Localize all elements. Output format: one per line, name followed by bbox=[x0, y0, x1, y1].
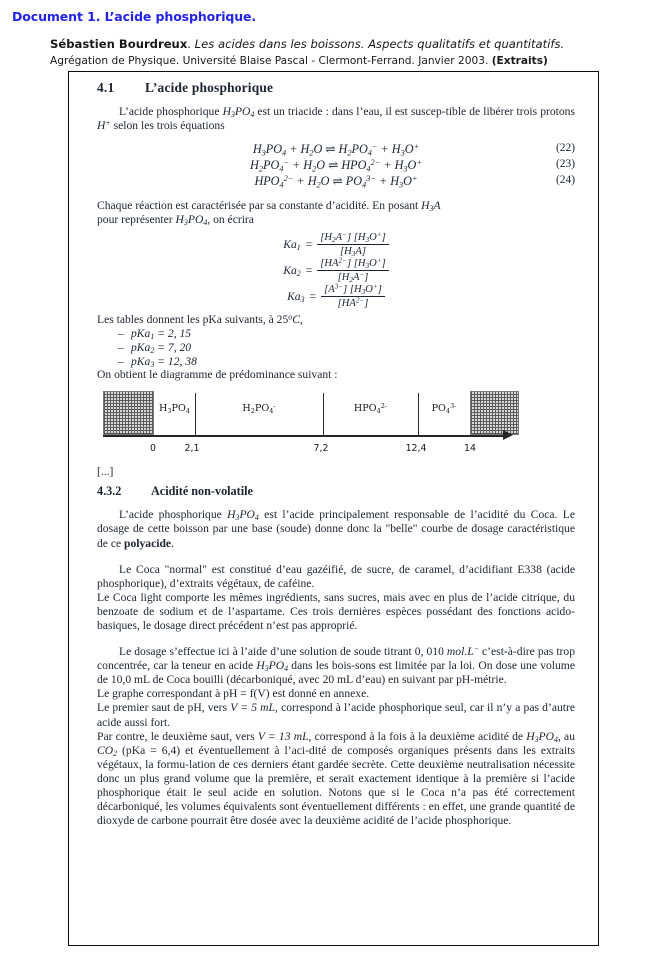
citation-primary-line bbox=[50, 37, 610, 52]
hatch-block-left bbox=[103, 391, 154, 435]
pka-list bbox=[97, 327, 575, 368]
ellipsis-marker: [...] bbox=[97, 465, 114, 479]
ka2-label: $Ka_2$ bbox=[283, 264, 301, 279]
tick-label-14: 14 bbox=[464, 443, 476, 455]
equation-22-number: (22) bbox=[556, 142, 575, 155]
tick-label-0: 0 bbox=[150, 443, 156, 455]
citation-work-title: Les acides dans les boissons. Aspects qualitatifs et quantitatifs. bbox=[194, 37, 565, 51]
hatch-block-right bbox=[470, 391, 519, 435]
ka1-numerator: $[H_2A^-]$ $[H_3O^+]$ bbox=[317, 232, 389, 245]
species-po4-3minus: $PO_4^{3-}$ bbox=[431, 402, 457, 416]
boundary-pka3 bbox=[418, 393, 419, 435]
ka2-fraction bbox=[317, 258, 388, 283]
section-title: L’acide phosphorique bbox=[145, 80, 274, 95]
section-number: 4.1 bbox=[97, 80, 115, 95]
equation-22 bbox=[97, 142, 575, 158]
equation-23-number: (23) bbox=[556, 158, 575, 171]
subsection-title: Acidité non-volatile bbox=[151, 484, 253, 499]
ka1-formula bbox=[97, 232, 575, 257]
ph-axis-line bbox=[103, 435, 503, 436]
equation-22-body: $H_3PO_4 + H_2O$ ⇌ $H_2PO_4^- + H_3O^+$ bbox=[252, 142, 420, 158]
tick-label-12-4: 12,4 bbox=[405, 443, 427, 455]
section-heading-4-1 bbox=[97, 80, 575, 96]
section-heading-4-3-2 bbox=[97, 484, 575, 499]
tick-label-7-2: 7,2 bbox=[313, 443, 329, 455]
ka3-numerator: $[A^{3-}]$ $[H_3O^+]$ bbox=[321, 284, 385, 297]
ka1-label: $Ka_1$ bbox=[283, 238, 301, 253]
paragraph-intro: L’acide phosphorique $H_3PO_4$ est un triacide : dans l’eau, il est suscep‑tible de libérer trois protons H+ selon les trois équations bbox=[97, 105, 575, 133]
species-hpo4-2minus: $HPO_4^{2-}$ bbox=[353, 402, 388, 416]
equation-23 bbox=[97, 158, 575, 174]
equation-24 bbox=[97, 174, 575, 190]
citation-extraits: (Extraits) bbox=[491, 55, 548, 67]
article-content bbox=[97, 80, 575, 828]
ka1-equals: = bbox=[305, 238, 313, 252]
paragraph-acidity-1: L’acide phosphorique $H_3PO_4$ est l’acide principalement responsable de l’acidité du Coca. Le dosage de cette boisson par une base (soude) donne donc la "belle" courbe de dosage caractéristique de ce polyacide. bbox=[97, 508, 575, 550]
citation-block bbox=[50, 37, 610, 69]
ka3-label: $Ka_3$ bbox=[287, 290, 305, 305]
equation-24-number: (24) bbox=[556, 174, 575, 187]
equation-23-body: $H_2PO_4^- + H_2O$ ⇌ $HPO_4^{2-} + H_3O^+$ bbox=[250, 158, 422, 174]
citation-source-line bbox=[50, 54, 610, 69]
ka2-equals: = bbox=[305, 264, 313, 278]
ka3-equals: = bbox=[309, 290, 317, 304]
ka3-formula bbox=[97, 284, 575, 309]
paragraph-coca-composition: Le Coca "normal" est constitué d’eau gazéifié, de sucre, de caramel, d’acidifiant E338 (acide phosphorique), d’extraits végétaux, de caféine. Le Coca light comporte les mêmes ingrédients, sans sucres, mais avec en plus de l’acide citrique, du benzoate de sodium et de l’aspartame. Ces trois dernières espèces possédant des fonctions acido-basiques, le dosage direct précédent n’est pas approprié. bbox=[97, 562, 575, 632]
citation-author: Sébastien Bourdreux bbox=[50, 37, 188, 51]
polyacide-emphasis: polyacide bbox=[124, 536, 172, 550]
equation-24-body: $HPO_4^{2-} + H_2O$ ⇌ $PO_4^{3-} + H_3O^+$ bbox=[254, 174, 418, 190]
boundary-pka1 bbox=[195, 393, 196, 435]
pka-item-3: – pKa$_3$ = 12, 38 bbox=[131, 355, 575, 369]
ka1-denominator: $[H_3A]$ bbox=[340, 246, 366, 259]
citation-source: Agrégation de Physique. Université Blaise Pascal - Clermont-Ferrand. Janvier 2003. bbox=[50, 55, 492, 67]
tick-label-2-1: 2,1 bbox=[184, 443, 200, 455]
pka-item-2: – pKa$_2$ = 7, 20 bbox=[131, 341, 575, 355]
page-title: Document 1. L’acide phosphorique. bbox=[12, 9, 257, 24]
ka2-denominator: $[H_2A^-]$ bbox=[337, 271, 369, 285]
ka3-denominator: $[HA^{2-}]$ bbox=[337, 297, 369, 310]
subsection-number: 4.3.2 bbox=[97, 484, 122, 499]
predominance-diagram bbox=[99, 387, 559, 465]
paragraph-ka-intro: Chaque réaction est caractérisée par sa constante d’acidité. En posant $H_3A$ pour représenter $H_3PO_4$, on écrira bbox=[97, 199, 441, 228]
species-h2po4-minus: $H_2PO_4^-$ bbox=[242, 402, 276, 416]
paragraph-diagram-intro: On obtient le diagramme de prédominance suivant : bbox=[97, 368, 338, 382]
ka2-numerator: $[HA^{2-}]$ $[H_3O^+]$ bbox=[317, 258, 388, 271]
boundary-pka2 bbox=[323, 393, 324, 435]
ka2-formula bbox=[97, 258, 575, 283]
ka1-fraction bbox=[317, 232, 389, 257]
pka-item-1: – pKa$_1$ = 2, 15 bbox=[131, 327, 575, 341]
species-h3po4: $H_3PO_4$ bbox=[158, 403, 190, 416]
paragraph-pka-intro: Les tables donnent les pKa suivants, à 25$^o$C, bbox=[97, 312, 303, 327]
ph-axis-arrow bbox=[503, 430, 513, 440]
citation-separator: . bbox=[187, 37, 195, 51]
paragraph-dosage: Le dosage s’effectue ici à l’aide d’une solution de soude titrant 0, 010 mol.L− c’est-à-dire pas trop concentrée, car la teneur en acide $H_3PO_4$ dans les bois‑sons est limitée par la loi. On dose une volume de 10,0 mL de Coca bouilli (décarboniqué, avec 20 mL d’eau) en suivant par pH-métrie. Le graphe correspondant à pH = f(V) est donné en annexe. Le premier saut de pH, vers V = 5 mL, correspond à l’acide phosphorique seul, car il n’y a pas d’autre acide aussi fort. Par contre, le deuxième saut, vers V = 13 mL, correspond à la fois à la deuxième acidité de $H_3PO_4$, au $CO_2$ (pKa = 6,4) et éventuellement à l’aci‑dité de composés organiques présents dans les extraits végétaux, la formu‑lation de ces derniers étant gardée secrète. Cette deuxième neutralisation nécessite donc un plus grand volume que la première, et serait exactement identique à la première si l’acide phosphorique était le seul acide en solution. Notons que si le Coca n’a pas été correctement décarboniqué, les volumes équivalents sont éventuellement différents : en effet, une grande quantité de dioxyde de carbone pourrait être dosée avec la deuxième acidité de l’acide phosphorique. bbox=[97, 644, 575, 828]
article-frame bbox=[68, 71, 599, 946]
ka3-fraction bbox=[321, 284, 385, 309]
